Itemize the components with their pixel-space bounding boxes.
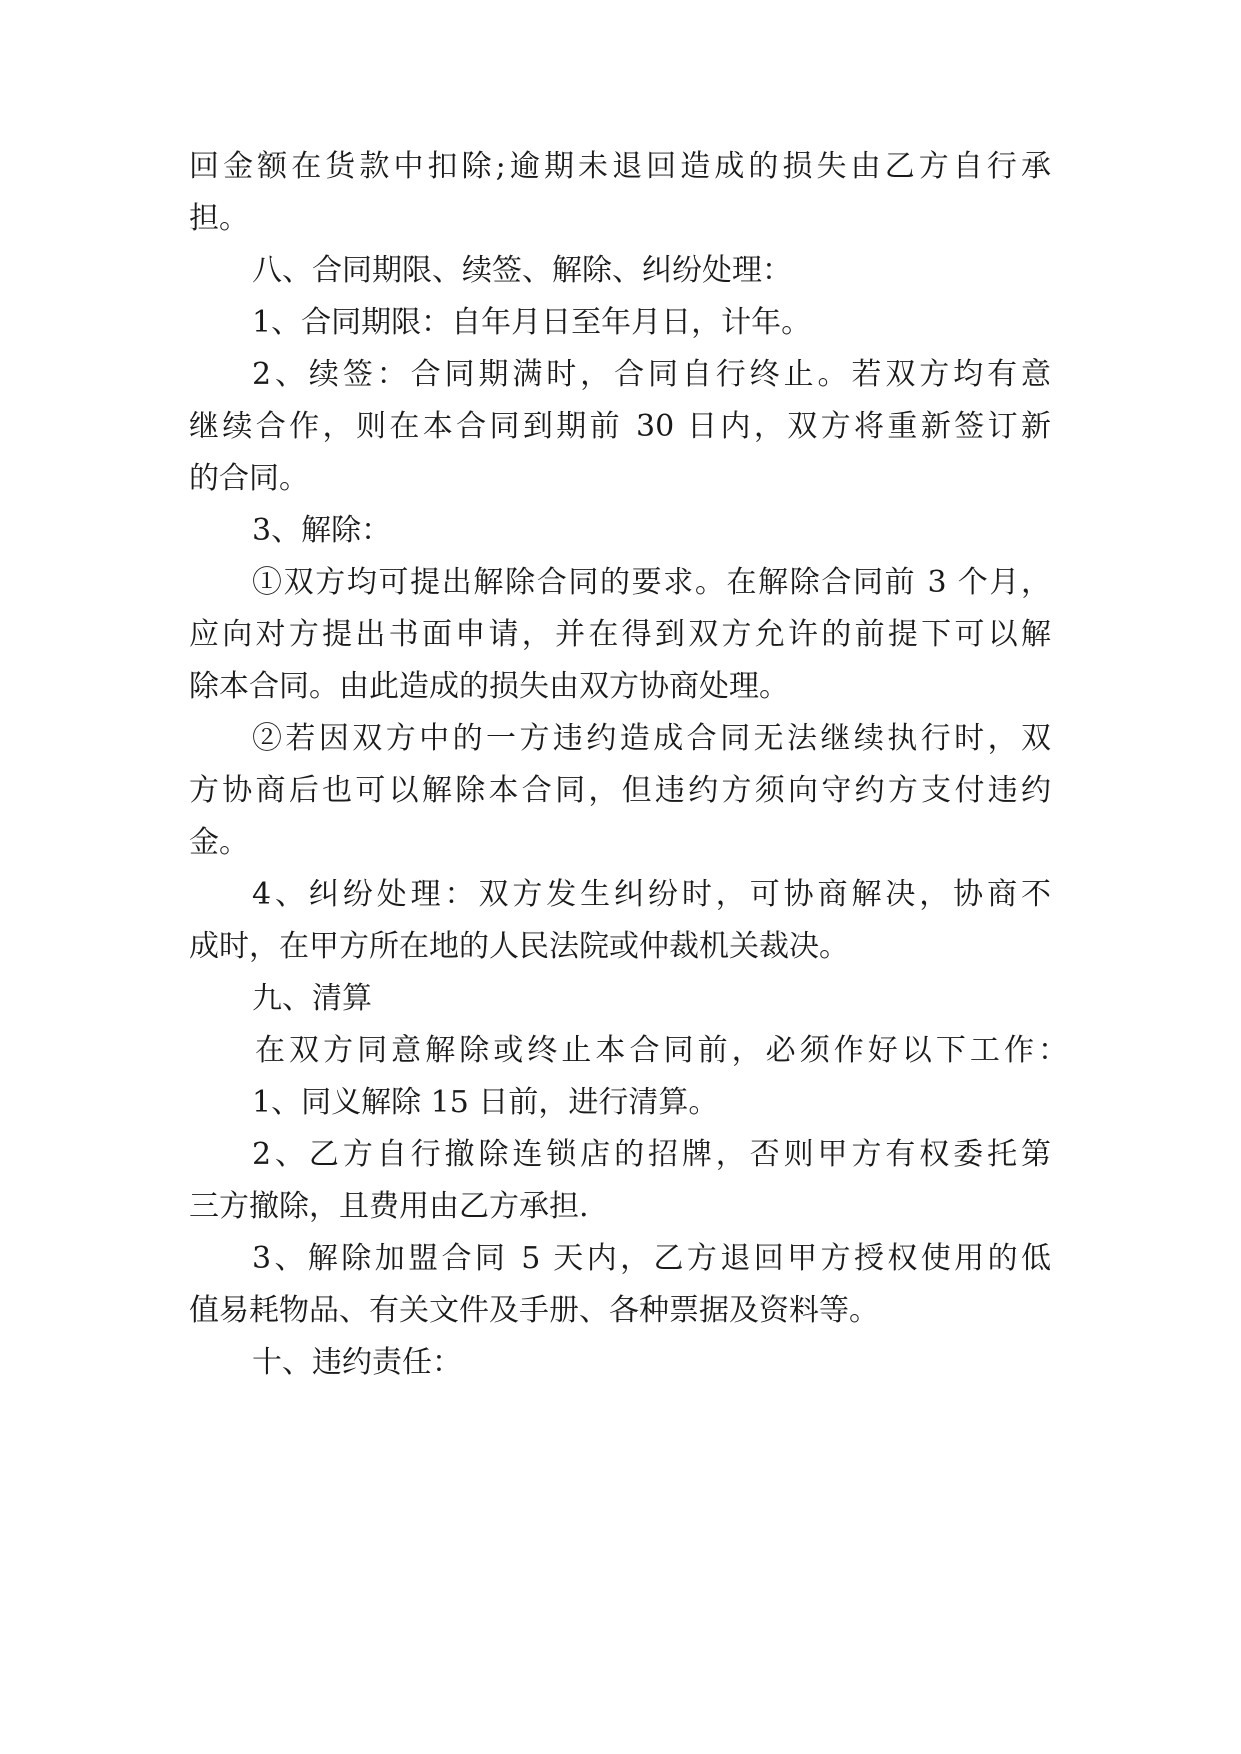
paragraph-line: 方协商后也可以解除本合同，但违约方须向守约方支付违约 xyxy=(189,773,1051,808)
paragraph-line: 金。 xyxy=(189,825,249,860)
paragraph-line: 三方撤除，且费用由乙方承担. xyxy=(189,1189,589,1224)
paragraph-line: 除本合同。由此造成的损失由双方协商处理。 xyxy=(189,669,789,704)
paragraph-line: 1、同义解除 15 日前，进行清算。 xyxy=(252,1085,719,1120)
paragraph-line: 2、乙方自行撤除连锁店的招牌，否则甲方有权委托第 xyxy=(252,1137,1051,1172)
paragraph-line: 成时，在甲方所在地的人民法院或仲裁机关裁决。 xyxy=(189,929,849,964)
paragraph-line: ①双方均可提出解除合同的要求。在解除合同前 3 个月， xyxy=(252,565,1051,600)
paragraph-line: 回金额在货款中扣除;逾期未退回造成的损失由乙方自行承 xyxy=(189,149,1051,184)
paragraph-line: ②若因双方中的一方违约造成合同无法继续执行时，双 xyxy=(252,721,1051,756)
paragraph-line: 的合同。 xyxy=(189,461,309,496)
paragraph-line: 4、纠纷处理：双方发生纠纷时，可协商解决，协商不 xyxy=(252,877,1051,912)
paragraph-line: 继续合作，则在本合同到期前 30 日内，双方将重新签订新 xyxy=(189,409,1051,444)
section-heading: 八、合同期限、续签、解除、纠纷处理： xyxy=(252,253,792,288)
paragraph-line: 3、解除加盟合同 5 天内，乙方退回甲方授权使用的低 xyxy=(252,1241,1051,1276)
paragraph-line: 在双方同意解除或终止本合同前，必须作好以下工作： xyxy=(255,1033,1068,1068)
paragraph-line: 应向对方提出书面申请，并在得到双方允许的前提下可以解 xyxy=(189,617,1051,652)
paragraph-line: 担。 xyxy=(189,201,249,236)
paragraph-line: 值易耗物品、有关文件及手册、各种票据及资料等。 xyxy=(189,1293,879,1328)
section-heading: 九、清算 xyxy=(252,981,372,1016)
paragraph-line: 3、解除： xyxy=(252,513,392,548)
section-heading: 十、违约责任： xyxy=(252,1345,462,1380)
paragraph-line: 1、合同期限：自年月日至年月日，计年。 xyxy=(252,305,812,340)
paragraph-line: 2、续签：合同期满时，合同自行终止。若双方均有意 xyxy=(252,357,1051,392)
